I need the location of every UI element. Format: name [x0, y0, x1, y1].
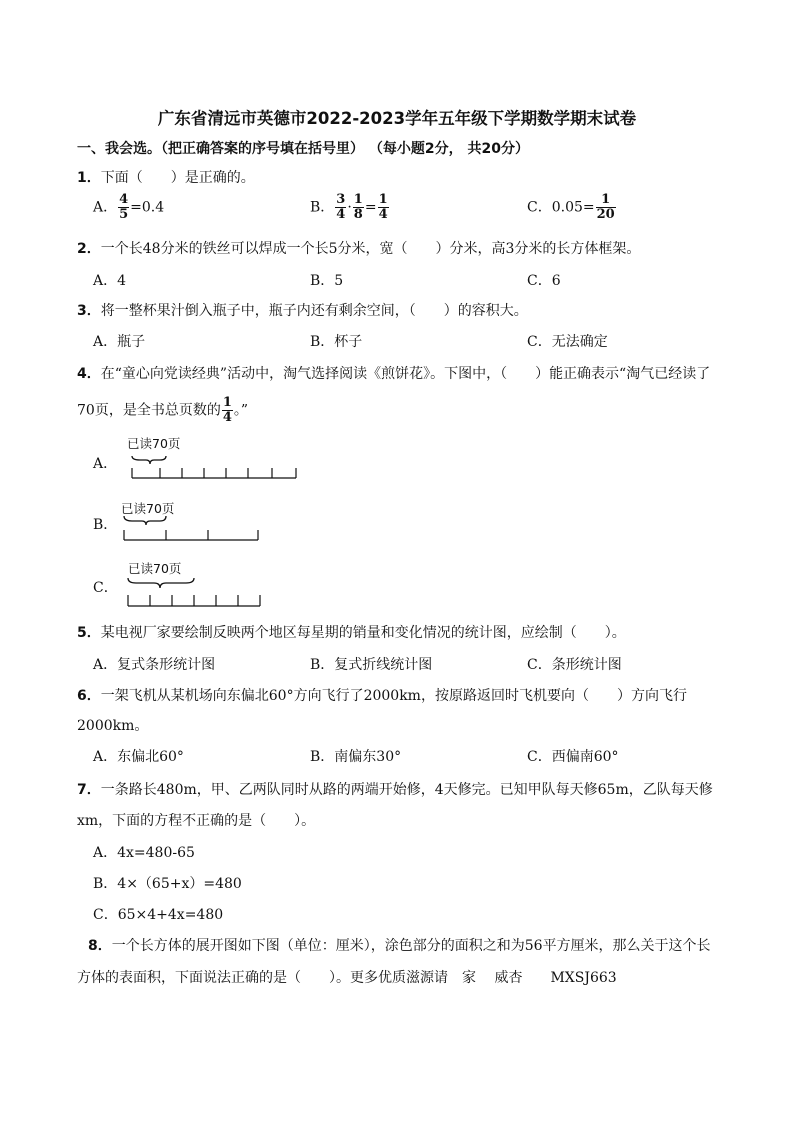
option-label: B． [310, 199, 335, 216]
question-4 [77, 363, 710, 383]
fraction: $\frac{1}{8}$ [353, 192, 363, 222]
question-8 [88, 935, 711, 955]
q6-option-c[interactable]: C．西偏南60° [527, 749, 619, 765]
question-2 [77, 238, 640, 258]
page-title: 广东省清远市英德市2022-2023学年五年级下学期数学期末试卷 [157, 109, 637, 128]
option-label: A． [93, 199, 118, 216]
q1-option-b[interactable]: B． $\frac{3}{4}$ · $\frac{1}{8}$ = $\frac{1}{4}$ [310, 192, 388, 222]
diagram-a-label: 已读70页 [127, 436, 181, 451]
question-text: 一个长方体的展开图如下图（单位：厘米），涂色部分的面积之和为56平方厘米，那么关于这个长 [111, 938, 711, 954]
question-text: 下面（ ）是正确的。 [100, 170, 255, 186]
q5-option-a[interactable]: A．复式条形统计图 [93, 657, 216, 673]
question-number: 3． [77, 303, 101, 319]
q5-option-c[interactable]: C．条形统计图 [527, 657, 622, 673]
diagram-b-label: 已读70页 [121, 501, 175, 516]
question-6 [77, 685, 687, 705]
q4-option-c[interactable]: C． [93, 580, 118, 596]
section-heading: 一、我会选。（把正确答案的序号填在括号里） （每小题2分， 共20分） [77, 141, 529, 157]
question-5 [77, 622, 626, 642]
question-number: 7． [77, 782, 101, 798]
question-number: 1． [77, 170, 101, 186]
fraction: $\frac{1}{4}$ [378, 192, 388, 222]
q3-option-c[interactable]: C．无法确定 [527, 334, 608, 350]
question-text: 将一整杯果汁倒入瓶子中，瓶子内还有剩余空间，（ ）的容积大。 [100, 303, 528, 319]
fraction: $\frac{1}{20}$ [596, 192, 615, 222]
q4-option-a[interactable]: A． [93, 456, 118, 472]
q7-option-c[interactable]: C．65×4+4x=480 [93, 907, 224, 923]
question-8-line-2: 方体的表面积，下面说法正确的是（ ）。更多优质滋源请 家 威杏 MXSJ663 [77, 970, 617, 986]
q4-option-b[interactable]: B． [93, 517, 118, 533]
question-text: 一架飞机从某机场向东偏北60°方向飞行了2000km，按原路返回时飞机要向（ ）方向飞行 [100, 688, 687, 704]
question-number: 8． [88, 938, 112, 954]
q2-option-c[interactable]: C．6 [527, 273, 561, 289]
question-number: 2． [77, 241, 101, 257]
diagram-a [120, 448, 310, 482]
question-text: 在“童心向党读经典”活动中，淘气选择阅读《煎饼花》。下图中，（ ）能正确表示“淘气已经读了 [100, 366, 711, 382]
q3-option-a[interactable]: A．瓶子 [93, 334, 146, 350]
question-7 [77, 779, 713, 799]
question-1 [77, 167, 255, 187]
q7-option-a[interactable]: A．4x=480-65 [93, 845, 195, 861]
q1-option-a[interactable] [93, 193, 164, 222]
question-4-line-2 [77, 396, 248, 425]
question-3 [77, 300, 528, 320]
q6-option-a[interactable]: A．东偏北60° [93, 749, 184, 765]
option-label: C．0.05= [527, 199, 595, 216]
question-number: 5． [77, 625, 101, 641]
q5-option-b[interactable]: B．复式折线统计图 [310, 657, 433, 673]
diagram-b [112, 514, 272, 544]
option-text: = [364, 199, 377, 216]
option-text: =0.4 [130, 199, 165, 216]
question-text: 一个长48分米的铁丝可以焊成一个长5分米，宽（ ）分米，高3分米的长方体框架。 [100, 241, 641, 257]
question-text: 。” [233, 402, 249, 419]
q2-option-a[interactable]: A．4 [93, 273, 127, 289]
diagram-c [120, 574, 270, 610]
fraction: $\frac{3}{4}$ [336, 192, 346, 222]
fraction: $\frac{4}{5}$ [119, 192, 129, 222]
q6-option-b[interactable]: B．南偏东30° [310, 749, 402, 765]
question-number: 4． [77, 366, 101, 382]
q7-option-b[interactable]: B．4×（65+x）=480 [93, 876, 242, 892]
question-text: 一条路长480m，甲、乙两队同时从路的两端开始修，4天修完。已知甲队每天修65m，乙队每天修 [100, 782, 713, 798]
q1-option-c[interactable] [527, 193, 617, 222]
question-text: 70页，是全书总页数的 [77, 402, 221, 419]
question-number: 6． [77, 688, 101, 704]
fraction: $\frac{1}{4}$ [222, 395, 232, 425]
question-6-line-2: 2000km。 [77, 718, 149, 734]
question-text: 某电视厂家要绘制反映两个地区每星期的销量和变化情况的统计图，应绘制（ ）。 [100, 625, 626, 641]
diagram-c-label: 已读70页 [128, 561, 182, 576]
q2-option-b[interactable]: B．5 [310, 273, 344, 289]
question-7-line-2: xm，下面的方程不正确的是（ ）。 [77, 813, 316, 829]
q3-option-b[interactable]: B．杯子 [310, 334, 363, 350]
